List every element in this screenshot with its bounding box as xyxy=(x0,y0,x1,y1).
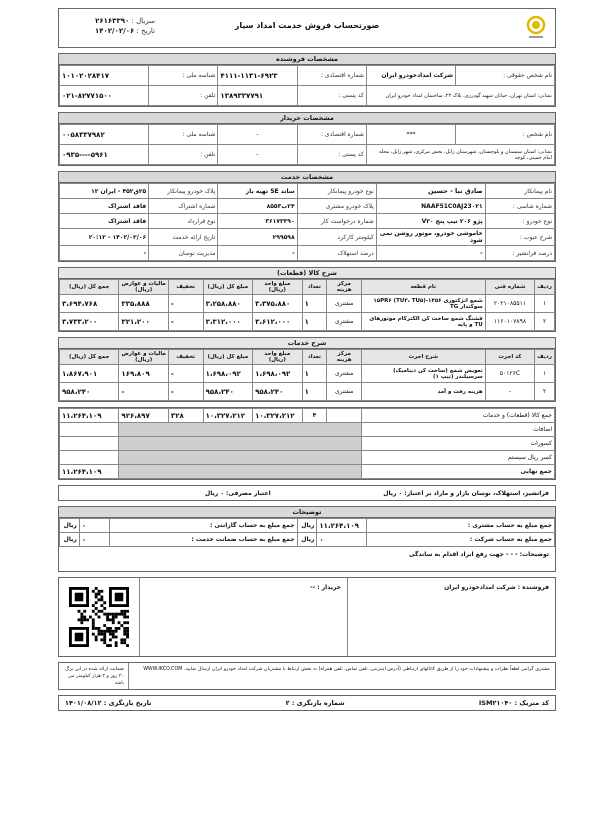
qr-module xyxy=(100,638,103,641)
parts-column-header: مبلغ واحد (ریال) xyxy=(253,280,303,295)
qr-module xyxy=(118,621,121,624)
parts-cell: ۳،۳۱۲،۰۰۰ xyxy=(203,313,253,331)
qr-module xyxy=(98,627,101,630)
qr-module xyxy=(95,636,98,639)
parts-cell: ۲ xyxy=(535,313,555,331)
buyer-national-id: ۰۰۵۸۳۳۷۹۸۲ xyxy=(60,125,149,145)
buyer-economic-no: - xyxy=(218,125,297,145)
qr-module xyxy=(112,613,115,616)
parts-cell: ۳،۶۱۲،۰۰۰ xyxy=(253,313,303,331)
parts-cell: - xyxy=(168,313,203,331)
service-label: درصد استهلاک xyxy=(297,246,376,261)
service-value: ۳۶۱۷۳۳۹۰ xyxy=(218,214,297,229)
totals-grand: ۱۱،۲۶۴،۱۰۹ xyxy=(60,409,119,423)
service-value: ۲۵ق۴۵۲ - ایران ۱۲ xyxy=(60,184,149,199)
qr-module xyxy=(126,630,129,633)
parts-column-header: تعداد xyxy=(302,280,327,295)
seller-postal-code: ۱۳۸۹۳۳۷۷۹۱ xyxy=(218,86,297,106)
parts-column-header: مبلغ کل (ریال) xyxy=(203,280,253,295)
service-fee-cell: ۲ xyxy=(535,383,555,401)
service-value: ۲۹۹۵۹۸ xyxy=(218,229,297,246)
parts-cell: - xyxy=(168,295,203,313)
qr-module xyxy=(103,638,106,641)
qr-module xyxy=(98,633,101,636)
qr-module xyxy=(80,616,83,619)
service-fee-column-header: مرکز هزینه xyxy=(327,350,362,365)
qr-module xyxy=(123,641,126,644)
service-fee-column-header: مبلغ کل (ریال) xyxy=(203,350,253,365)
parts-cell: ۲۰۲۱۰۸۵۵۱۱ xyxy=(485,295,535,313)
qr-module xyxy=(109,633,112,636)
qr-module xyxy=(109,630,112,633)
seller-economic-no: ۴۱۱۱-۱۱۳۱-۶۹۲۳ xyxy=(218,66,297,86)
qr-module xyxy=(95,627,98,630)
qr-module xyxy=(100,630,103,633)
services-section xyxy=(58,337,556,402)
parts-cell: ۱ xyxy=(302,313,327,331)
parts-cell: شمع انژکتوری ۱۴۵۶-۱۵PR۶ (TU۳، TU۵) سوکتدار TG xyxy=(361,295,485,313)
qr-module xyxy=(115,616,118,619)
qr-module xyxy=(86,618,89,621)
qr-module xyxy=(95,596,98,599)
qr-module xyxy=(123,630,126,633)
qr-module xyxy=(126,644,129,647)
parts-cell: فشنگ شمع ساخت کن الکترکام موتورهای TU و پایه xyxy=(361,313,485,331)
qr-module xyxy=(115,627,118,630)
parts-section xyxy=(58,267,556,332)
qr-code xyxy=(59,578,139,656)
serial-block: سریال : ۲۶۱۶۳۳۹۰ تاریخ : ۱۴۰۲/۰۲/۰۶ xyxy=(94,17,155,35)
qr-module xyxy=(103,636,106,639)
qr-module xyxy=(112,618,115,621)
seller-name-label: نام شخص حقوقی : xyxy=(456,66,555,86)
service-fee-cell: ۹۵۸،۲۴۰ xyxy=(60,383,119,401)
parts-cell: ۳،۷۳۳،۲۰۰ xyxy=(60,313,119,331)
parts-column-header: شماره فنی xyxy=(485,280,535,295)
service-value: فاقد اشتراک xyxy=(60,199,149,214)
qr-module xyxy=(106,627,109,630)
qr-module xyxy=(109,638,112,641)
service-title: مشخصات خدمت xyxy=(59,172,555,183)
qr-module xyxy=(80,613,83,616)
qr-module xyxy=(120,638,123,641)
qr-module xyxy=(100,590,103,593)
qr-module xyxy=(75,593,84,602)
qr-module xyxy=(98,616,101,619)
qr-module xyxy=(98,598,101,601)
notes-remark: توضیحات: - - - جهت رفع ابراد اقدام به ساندگی xyxy=(408,551,549,558)
footer-meta: کد متریک : ISM۲۱۰۴۰ شماره بازنگری : ۲ تاریخ بازنگری : ۱۴۰۱/۰۸/۱۲ xyxy=(58,695,556,711)
parts-cell: مشتری xyxy=(327,295,362,313)
qr-module xyxy=(106,618,109,621)
footer-warranty-note: ضمانت ارائه شده در این برگ ۲۰ روز و ۲ هزار کیلومتر می باشد xyxy=(59,663,129,689)
qr-module xyxy=(126,627,129,630)
service-row xyxy=(60,214,555,229)
signature-section xyxy=(58,577,556,657)
service-fee-cell: - xyxy=(119,383,169,401)
service-label: نوع خودرو : xyxy=(485,214,554,229)
qr-module xyxy=(126,636,129,639)
qr-module xyxy=(123,621,126,624)
seller-signature: فروشنده : شرکت امدادخودرو ایران xyxy=(347,578,555,656)
qr-module xyxy=(78,618,81,621)
qr-module xyxy=(126,610,129,613)
service-fee-cell: - xyxy=(168,383,203,401)
qr-module xyxy=(112,633,115,636)
qr-module xyxy=(115,593,124,602)
footer-disclaimer: مشتری گرامی لطفاً نظرات و پیشنهادات خود را از طریق کانالهای ارتباطی (آدرس اینترنتی، تلفن تماس، تلفن همراه) به بخش ارتباط با مشتریان شرکت امداد خودرو ایران ارسال نمایید. WWW.IKCO.COM xyxy=(143,667,550,672)
qr-module xyxy=(123,610,126,613)
qr-module xyxy=(115,641,118,644)
final-total-label: جمع نهایی xyxy=(361,465,554,479)
parts-cell: ۳،۳۷۵،۸۸۰ xyxy=(253,295,303,313)
notes-section: توضیحات جمع مبلغ به حساب مشتری : ۱۱،۲۶۴،۱۰۹ ریال جمع مبلغ به حساب گارانتی : ۰ ریال جمع مبلغ به حساب شرکت : ۰ ریال جمع مبلغ به حساب ضمانت خدمت : ۰ ریال توضیحات: - - - جهت رفع ابراد اقدام به ساندگی xyxy=(58,506,556,572)
footer-notice xyxy=(58,662,556,690)
service-fee-cell: - xyxy=(168,365,203,383)
service-fee-column-header: مبلغ واحد (ریال) xyxy=(253,350,303,365)
service-row xyxy=(60,246,555,261)
invoice-header xyxy=(58,8,556,48)
service-label: نام پیمانکار xyxy=(485,184,554,199)
qr-module xyxy=(109,613,112,616)
service-fee-cell: ۱،۶۹۸،۰۹۲ xyxy=(203,365,253,383)
parts-column-header: تخفیف xyxy=(168,280,203,295)
qr-module xyxy=(115,644,118,647)
totals-section: جمع کالا (قطعات) و خدمات ۴ ۱۰،۳۲۷،۲۱۲ ۱۰،۳۲۷،۲۱۲ ۳۲۸ ۹۲۶،۸۹۷ ۱۱،۲۶۴،۱۰۹ اضافات کسورات کسر ریال سیستم جمع نهایی ۱۱،۲۶۴،۱۰۹ xyxy=(58,407,556,480)
qr-module xyxy=(118,627,121,630)
final-total-value: ۱۱،۲۶۴،۱۰۹ xyxy=(60,465,119,479)
service-fee-column-header: جمع کل (ریال) xyxy=(60,350,119,365)
invoice-title: صورتحساب فروش خدمت امداد سیار xyxy=(234,21,380,30)
seller-name: شرکت امدادخودرو ایران xyxy=(366,66,455,86)
service-row xyxy=(60,184,555,199)
parts-column-header: جمع کل (ریال) xyxy=(60,280,119,295)
franchise-line: فرانشیز، استهلاک، نوسان بازار و مازاد بر اعتبار: ۰ ریال اعتبار مصرفی: ۰ ریال xyxy=(58,485,556,501)
service-fee-cell: مشتری xyxy=(327,365,362,383)
parts-cell: ۳۳۵،۸۸۸ xyxy=(119,295,169,313)
qr-module xyxy=(95,587,98,590)
service-label: کیلومتر کارکرد xyxy=(297,229,376,246)
qr-module xyxy=(92,621,95,624)
service-label: مدیریت نوسان xyxy=(149,246,218,261)
parts-cell: ۱۱۶۰۱۰۷۸۹۸ xyxy=(485,313,535,331)
qr-module xyxy=(109,627,112,630)
qr-module xyxy=(112,621,115,624)
service-fee-cell: ۱ xyxy=(302,365,327,383)
service-label: پلاک خودرو پیمانکار xyxy=(149,184,218,199)
customer-amount: ۱۱،۲۶۴،۱۰۹ xyxy=(317,519,367,533)
service-row xyxy=(60,229,555,246)
qr-module xyxy=(112,630,115,633)
service-fee-column-header: تعداد xyxy=(302,350,327,365)
service-label: نوع خودرو پیمانکار xyxy=(297,184,376,199)
service-fee-cell: مشتری xyxy=(327,383,362,401)
qr-module xyxy=(100,610,103,613)
parts-column-header: ردیف xyxy=(535,280,555,295)
qr-module xyxy=(83,616,86,619)
qr-module xyxy=(103,630,106,633)
qr-module xyxy=(92,618,95,621)
service-fee-cell: هزینه رفت و آمد xyxy=(361,383,485,401)
parts-row xyxy=(60,295,555,313)
service-fee-cell: ۱ xyxy=(535,365,555,383)
service-fee-cell: ۱ xyxy=(302,383,327,401)
service-label: درصد فرانشیز : xyxy=(485,246,554,261)
service-fee-cell: ۱،۶۹۸،۰۹۲ xyxy=(253,365,303,383)
qr-code-icon xyxy=(69,587,129,647)
qr-module xyxy=(123,633,126,636)
qr-module xyxy=(98,590,101,593)
service-value: NAAF51C0AJ23۰۲۱ xyxy=(376,199,485,214)
serial-number: ۲۶۱۶۳۳۹۰ xyxy=(95,17,130,25)
qr-module xyxy=(92,604,95,607)
service-fee-column-header: کد اجرت xyxy=(485,350,535,365)
parts-column-header: مرکز هزینه xyxy=(327,280,362,295)
buyer-phone: ۰۹۳۵----۵۹۶۱ xyxy=(60,145,149,165)
qr-module xyxy=(106,613,109,616)
parts-title: شرح کالا (قطعات) xyxy=(59,268,555,279)
qr-module xyxy=(126,633,129,636)
service-section xyxy=(58,171,556,262)
service-fee-row xyxy=(60,365,555,383)
qr-module xyxy=(95,601,98,604)
parts-cell: ۳،۶۹۴،۷۶۸ xyxy=(60,295,119,313)
invoice-document xyxy=(58,8,556,823)
qr-module xyxy=(83,610,86,613)
qr-module xyxy=(92,610,95,613)
qr-module xyxy=(103,613,106,616)
qr-module xyxy=(103,633,106,636)
revision-date: ۱۴۰۱/۰۸/۱۲ xyxy=(65,699,102,707)
qr-module xyxy=(120,624,123,627)
qr-module xyxy=(103,624,106,627)
qr-module xyxy=(92,633,95,636)
parts-cell: ۳،۲۵۸،۸۸۰ xyxy=(203,295,253,313)
buyer-address: استان سیستان و بلوچستان، شهرستان زابل، بخش مرکزی، شهر زابل، محله امام خمینی، کوچه xyxy=(378,148,552,161)
parts-cell: ۳۲۱،۲۰۰ xyxy=(119,313,169,331)
service-fee-cell: ۹۵۸،۲۴۰ xyxy=(253,383,303,401)
service-row xyxy=(60,199,555,214)
qr-module xyxy=(103,601,106,604)
service-value: خاموشی خودرو، موتور روشن نمی شود xyxy=(376,229,485,246)
qr-module xyxy=(80,621,83,624)
service-label: شرح عیوب : xyxy=(485,229,554,246)
service-fee-cell: ۱،۸۶۷،۹۰۱ xyxy=(60,365,119,383)
service-label: شماره شاسی : xyxy=(485,199,554,214)
qr-module xyxy=(123,627,126,630)
parts-table xyxy=(59,279,555,331)
service-label: شماره اشتراک xyxy=(149,199,218,214)
qr-module xyxy=(120,610,123,613)
qr-module xyxy=(75,633,84,642)
service-fee-cell: ۵۰۱۲۶C xyxy=(485,365,535,383)
qr-module xyxy=(118,613,121,616)
parts-column-header: نام قطعه xyxy=(361,280,485,295)
parts-column-header: مالیات و عوارض (ریال) xyxy=(119,280,169,295)
qr-module xyxy=(106,616,109,619)
qr-module xyxy=(106,644,109,647)
qr-module xyxy=(92,590,95,593)
service-fee-row xyxy=(60,383,555,401)
qr-module xyxy=(95,613,98,616)
service-label: پلاک خودرو مشتری xyxy=(297,199,376,214)
qr-module xyxy=(92,627,95,630)
services-title: شرح خدمات xyxy=(59,338,555,349)
service-value: فاقد اشتراک xyxy=(60,214,149,229)
buyer-name: *** xyxy=(366,125,455,145)
qr-module xyxy=(95,607,98,610)
buyer-section: مشخصات خریدار نام شخص : *** شماره اقتصادی : - شناسه ملی : ۰۰۵۸۳۳۷۹۸۲ نشانی: استان سیستان و بلوچستان، شهرستان زابل، بخش مرکزی، شهر زابل، محله امام خمینی، کوچه کد پستی : - تلفن : ۰۹۳۵----۵۹۶۱ xyxy=(58,112,556,166)
service-value: - xyxy=(218,246,297,261)
service-fee-column-header: تخفیف xyxy=(168,350,203,365)
parts-row xyxy=(60,313,555,331)
qr-module xyxy=(123,613,126,616)
service-label: شماره درخواست کار xyxy=(297,214,376,229)
qr-module xyxy=(126,621,129,624)
buyer-postal-code: - xyxy=(218,145,297,165)
seller-section: مشخصات فروشنده نام شخص حقوقی : شرکت امدادخودرو ایران شماره اقتصادی : ۴۱۱۱-۱۱۳۱-۶۹۲۳ شناسه ملی : ۱۰۱۰۲۰۲۸۴۱۷ نشانی: استان تهران، خیابان شهید گودرزی، پلاک ۲۲، ساختمان امداد خودرو ایران کد پستی : ۱۳۸۹۳۳۷۷۹۱ تلفن : ۰۲۱-۸۲۷۷۱۵۰۰ xyxy=(58,53,556,107)
service-fee-column-header: مالیات و عوارض (ریال) xyxy=(119,350,169,365)
qr-module xyxy=(123,616,126,619)
buyer-title: مشخصات خریدار xyxy=(59,113,555,124)
qr-module xyxy=(78,610,81,613)
parts-cell: مشتری xyxy=(327,313,362,331)
service-table xyxy=(59,183,555,261)
service-label: نوع قرارداد xyxy=(149,214,218,229)
invoice-date: ۱۴۰۲/۰۲/۰۶ xyxy=(94,27,135,35)
qr-module xyxy=(115,613,118,616)
qr-module xyxy=(100,604,103,607)
qr-module xyxy=(89,616,92,619)
qr-module xyxy=(103,607,106,610)
service-value: - xyxy=(376,246,485,261)
notes-title: توضیحات xyxy=(59,507,555,518)
seller-phone: ۰۲۱-۸۲۷۷۱۵۰۰ xyxy=(60,86,149,106)
parts-cell: ۱ xyxy=(535,295,555,313)
qr-module xyxy=(120,613,123,616)
qr-module xyxy=(98,610,101,613)
qr-module xyxy=(109,618,112,621)
qr-module xyxy=(109,644,112,647)
service-label: تاریخ ارائه خدمت xyxy=(149,229,218,246)
service-value: پژو ۲۰۶ تیپ پنج V۲۰ xyxy=(376,214,485,229)
qr-module xyxy=(112,636,115,639)
qr-module xyxy=(100,633,103,636)
service-fee-cell: ۱۶۹،۸۰۹ xyxy=(119,365,169,383)
service-value: ۱۴۰۲/۰۲/۰۶ - ۲۰:۱۲ xyxy=(60,229,149,246)
qr-module xyxy=(98,630,101,633)
buyer-signature: خریدار : -- xyxy=(139,578,347,656)
service-fee-cell: ۹۵۸،۲۴۰ xyxy=(203,383,253,401)
qr-module xyxy=(123,638,126,641)
qr-module xyxy=(100,598,103,601)
service-fee-column-header: شرح اجرت xyxy=(361,350,485,365)
service-fee-cell: تعویض شمع (ساخت کن دینامیک) سرسیلندر (تیپ ۱) xyxy=(361,365,485,383)
qr-module xyxy=(95,638,98,641)
service-fee-column-header: ردیف xyxy=(535,350,555,365)
qr-module xyxy=(98,593,101,596)
metric-code: ISM۲۱۰۴۰ xyxy=(478,699,513,707)
totals-label: جمع کالا (قطعات) و خدمات xyxy=(361,409,554,423)
qr-module xyxy=(95,593,98,596)
service-value: صادق تبا - حسین xyxy=(376,184,485,199)
seller-national-id: ۱۰۱۰۲۰۲۸۴۱۷ xyxy=(60,66,149,86)
service-value: - xyxy=(60,246,149,261)
qr-module xyxy=(103,641,106,644)
qr-module xyxy=(115,636,118,639)
service-fee-cell: - xyxy=(485,383,535,401)
qr-module xyxy=(92,624,95,627)
services-table xyxy=(59,349,555,401)
service-value: ساند SE تهیه بار xyxy=(218,184,297,199)
qr-module xyxy=(80,618,83,621)
qr-module xyxy=(112,616,115,619)
qr-module xyxy=(83,618,86,621)
service-value: ۲۴ب۸۵۵۳ xyxy=(218,199,297,214)
seller-title: مشخصات فروشنده xyxy=(59,54,555,65)
qr-module xyxy=(106,630,109,633)
qr-module xyxy=(100,596,103,599)
qr-module xyxy=(126,616,129,619)
qr-module xyxy=(120,641,123,644)
qr-module xyxy=(115,630,118,633)
parts-cell: ۱ xyxy=(302,295,327,313)
seller-address: استان تهران، خیابان شهید گودرزی، پلاک ۲۲، ساختمان امداد خودرو ایران xyxy=(385,92,536,99)
